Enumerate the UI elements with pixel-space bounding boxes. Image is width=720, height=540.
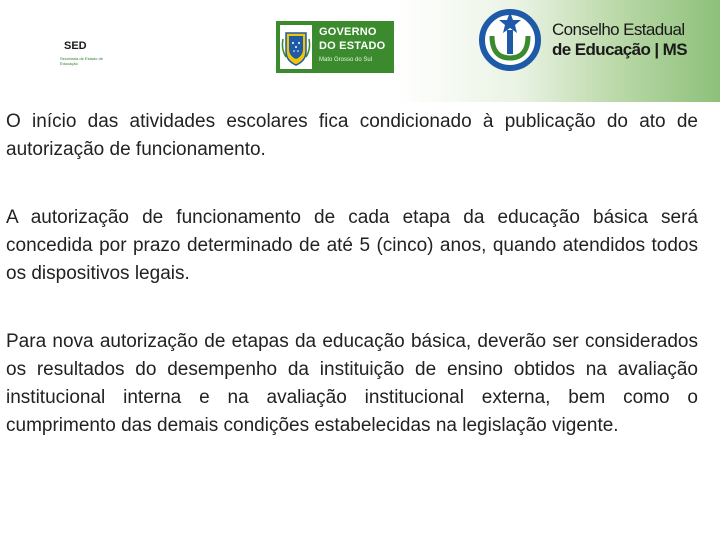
- governo-logo-line1: GOVERNO: [319, 26, 377, 38]
- conselho-logo-line1: Conselho Estadual: [552, 20, 685, 39]
- state-coat-of-arms-icon: [280, 25, 312, 69]
- governo-logo-line2: DO ESTADO: [319, 40, 386, 52]
- conselho-emblem-icon: [476, 6, 544, 74]
- sed-logo: [58, 32, 114, 76]
- paragraph-inicio-atividades: O início das atividades escolares fica condicionado à publicação do ato de autorização de funcionamento.: [6, 111, 698, 160]
- paragraph-autorizacao-prazo: A autorização de funcionamento de cada etapa da educação básica será concedida por prazo determinado de até 5 (cinco) anos, quando atendidos todos os dispositivos legais.: [6, 207, 698, 284]
- sed-logo-subtitle: Secretaria de Estado de Educação: [60, 56, 103, 66]
- governo-logo: [276, 21, 394, 73]
- conselho-logo-line2: de Educação | MS: [552, 40, 687, 59]
- sed-logo-title: SED: [64, 40, 87, 52]
- paragraph-nova-autorizacao: Para nova autorização de etapas da educação básica, deverão ser considerados os resultados do desempenho da instituição de ensino obtidos na avaliação institucional interna e na avaliação institucional externa, bem como o cumprimento das demais condições estabelecidas na legislação vigente.: [6, 331, 698, 436]
- governo-logo-subtitle: Mato Grosso do Sul: [319, 57, 373, 63]
